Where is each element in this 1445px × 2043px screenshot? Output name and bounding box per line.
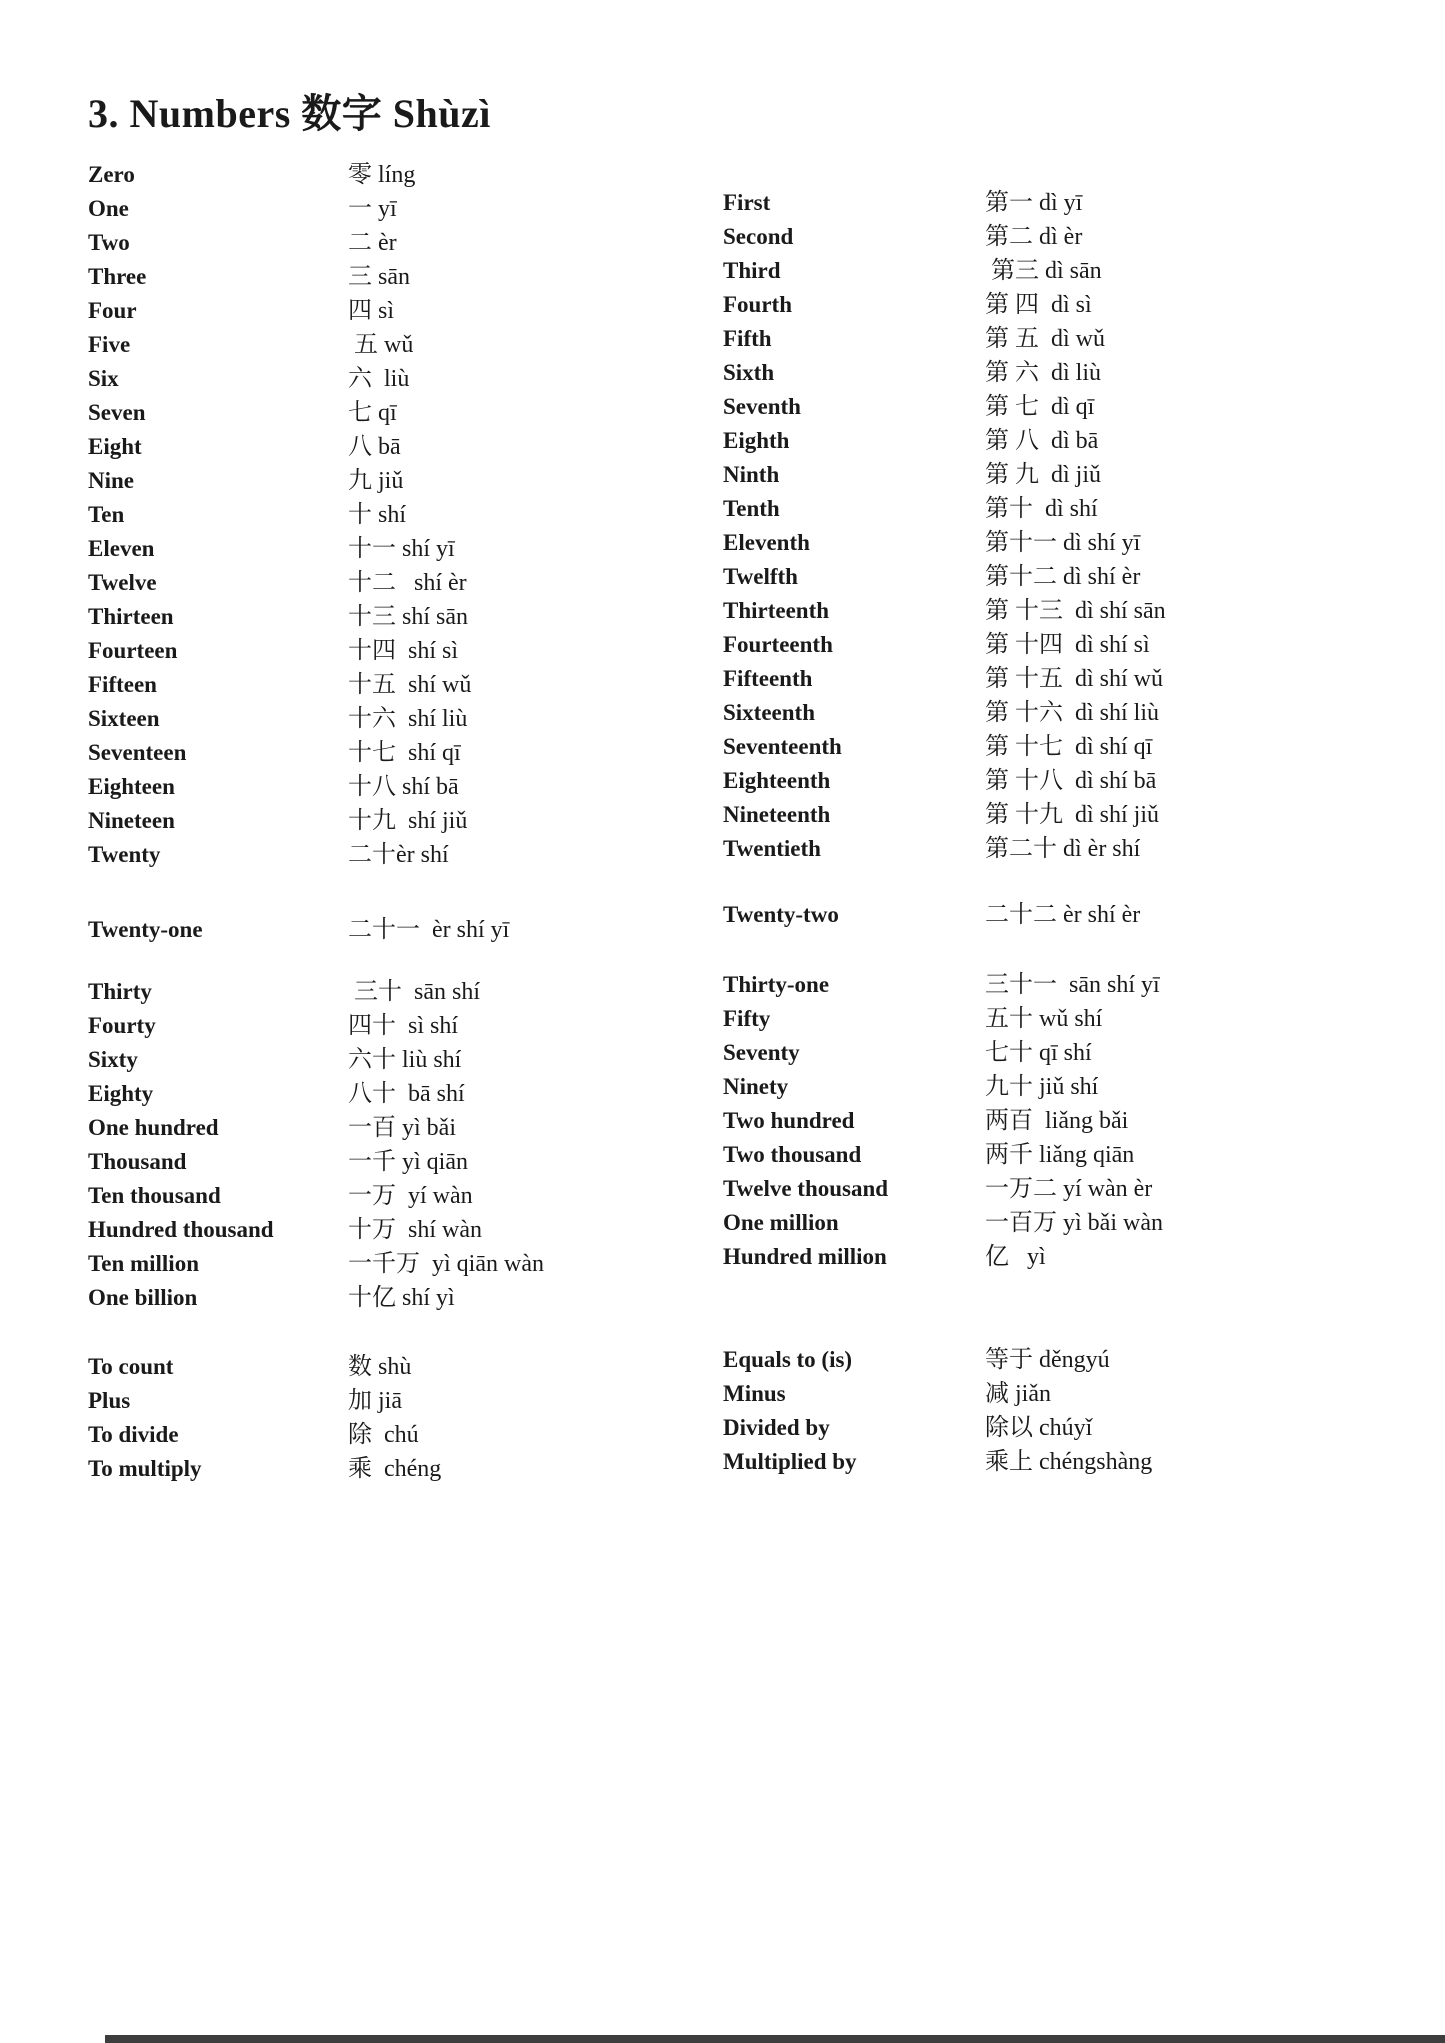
vocab-row (88, 1009, 544, 1043)
chinese-and-pinyin: 第 十四 dì shí sì (985, 632, 1150, 658)
vocab-row (723, 254, 1166, 288)
english-term: Eighth (723, 428, 790, 453)
vocab-row (88, 532, 544, 566)
english-term: One (88, 196, 129, 221)
english-term: Eighteenth (723, 768, 831, 793)
vocab-row (723, 1343, 1166, 1377)
chinese-and-pinyin: 第 四 dì sì (985, 292, 1092, 318)
page-title: 3. Numbers 数字 Shùzì (88, 91, 491, 136)
vocab-row (88, 1213, 544, 1247)
chinese-and-pinyin: 第十二 dì shí èr (985, 564, 1141, 590)
vocab-group-tens-and-large-numbers (88, 975, 544, 1315)
vocab-row (88, 1384, 544, 1418)
vocab-row (723, 662, 1166, 696)
vocab-row (88, 260, 544, 294)
vocab-row (88, 1418, 544, 1452)
english-term: Fifteenth (723, 666, 813, 691)
english-term: Divided by (723, 1415, 830, 1440)
english-term: Seventh (723, 394, 801, 419)
chinese-and-pinyin: 一 yī (348, 196, 397, 222)
english-term: Third (723, 258, 781, 283)
right-vocab-column (723, 186, 1166, 1479)
vocab-row (723, 526, 1166, 560)
english-term: Fifty (723, 1006, 771, 1031)
chinese-and-pinyin: 第 十六 dì shí liù (985, 700, 1160, 726)
english-term: Eleven (88, 536, 155, 561)
english-term: Twelve thousand (723, 1176, 889, 1201)
chinese-and-pinyin: 六 liù (348, 366, 410, 392)
english-term: Twenty (88, 842, 161, 867)
vocab-row (723, 390, 1166, 424)
vocab-row (88, 913, 544, 947)
english-term: Tenth (723, 496, 780, 521)
chinese-and-pinyin: 第 五 dì wǔ (985, 326, 1105, 352)
english-term: Twentieth (723, 836, 821, 861)
english-term: Equals to (is) (723, 1347, 853, 1372)
english-term: Ninety (723, 1074, 789, 1099)
english-term: Four (88, 298, 137, 323)
vocab-row (723, 1377, 1166, 1411)
vocab-row (88, 804, 544, 838)
chinese-and-pinyin: 五 wǔ (348, 332, 414, 358)
chinese-and-pinyin: 一百万 yì bǎi wàn (985, 1210, 1163, 1236)
chinese-and-pinyin: 加 jiā (348, 1388, 402, 1414)
vocab-group-cardinals-0-20 (88, 158, 544, 872)
vocab-row (88, 838, 544, 872)
english-term: Three (88, 264, 147, 289)
chinese-and-pinyin: 数 shù (348, 1354, 412, 1380)
vocab-row (88, 1350, 544, 1384)
chinese-and-pinyin: 两百 liǎng bǎi (985, 1108, 1129, 1134)
chinese-and-pinyin: 乘 chéng (348, 1456, 442, 1482)
vocab-row (88, 498, 544, 532)
vocab-row (723, 1206, 1166, 1240)
vocab-row (88, 396, 544, 430)
chinese-and-pinyin: 八 bā (348, 434, 401, 460)
vocab-row (723, 322, 1166, 356)
english-term: Thirty (88, 979, 152, 1004)
chinese-and-pinyin: 一万 yí wàn (348, 1183, 473, 1209)
chinese-and-pinyin: 第十 dì shí (985, 496, 1098, 522)
vocab-row (88, 158, 544, 192)
chinese-and-pinyin: 六十 liù shí (348, 1047, 462, 1073)
vocab-row (88, 1043, 544, 1077)
vocab-row (723, 288, 1166, 322)
vocab-row (88, 1111, 544, 1145)
chinese-and-pinyin: 两千 liǎng qiān (985, 1142, 1135, 1168)
chinese-and-pinyin: 乘上 chéngshàng (985, 1449, 1153, 1475)
english-term: First (723, 190, 771, 215)
chinese-and-pinyin: 五十 wǔ shí (985, 1006, 1103, 1032)
english-term: One million (723, 1210, 839, 1235)
english-term: Seven (88, 400, 146, 425)
chinese-and-pinyin: 第 九 dì jiǔ (985, 462, 1102, 488)
english-term: Nineteen (88, 808, 175, 833)
vocab-row (723, 968, 1166, 1002)
english-term: Multiplied by (723, 1449, 857, 1474)
english-term: Twelfth (723, 564, 798, 589)
english-term: To divide (88, 1422, 179, 1447)
vocab-row (723, 1070, 1166, 1104)
vocab-row (88, 634, 544, 668)
vocab-row (88, 1179, 544, 1213)
chinese-and-pinyin: 除以 chúyǐ (985, 1415, 1093, 1441)
english-term: Two hundred (723, 1108, 855, 1133)
english-term: Eighteen (88, 774, 175, 799)
english-term: Thirty-one (723, 972, 830, 997)
english-term: Eight (88, 434, 142, 459)
chinese-and-pinyin: 二十一 èr shí yī (348, 917, 510, 943)
english-term: Zero (88, 162, 135, 187)
vocab-row (723, 1411, 1166, 1445)
chinese-and-pinyin: 七 qī (348, 400, 397, 426)
chinese-and-pinyin: 第 七 dì qī (985, 394, 1095, 420)
english-term: To multiply (88, 1456, 202, 1481)
chinese-and-pinyin: 十三 shí sān (348, 604, 468, 630)
vocab-row (88, 1281, 544, 1315)
chinese-and-pinyin: 十七 shí qī (348, 740, 461, 766)
chinese-and-pinyin: 三 sān (348, 264, 410, 290)
english-term: Six (88, 366, 119, 391)
english-term: Twenty-two (723, 902, 839, 927)
english-term: Sixty (88, 1047, 138, 1072)
chinese-and-pinyin: 第一 dì yī (985, 190, 1083, 216)
vocab-row (88, 1247, 544, 1281)
chinese-and-pinyin: 第 十九 dì shí jiǔ (985, 802, 1160, 828)
vocab-row (723, 1002, 1166, 1036)
english-term: Hundred thousand (88, 1217, 274, 1242)
english-term: Thirteen (88, 604, 174, 629)
english-term: Sixteenth (723, 700, 815, 725)
chinese-and-pinyin: 第 十三 dì shí sān (985, 598, 1166, 624)
chinese-and-pinyin: 除 chú (348, 1422, 419, 1448)
vocab-group-tens-and-large-numbers (723, 968, 1166, 1274)
vocab-row (723, 1445, 1166, 1479)
chinese-and-pinyin: 八十 bā shí (348, 1081, 465, 1107)
english-term: Fifteen (88, 672, 157, 697)
english-term: Twenty-one (88, 917, 203, 942)
chinese-and-pinyin: 九 jiǔ (348, 468, 404, 494)
vocab-row (88, 975, 544, 1009)
chinese-and-pinyin: 二 èr (348, 230, 397, 256)
english-term: Ninth (723, 462, 780, 487)
chinese-and-pinyin: 第二 dì èr (985, 224, 1083, 250)
chinese-and-pinyin: 一千 yì qiān (348, 1149, 468, 1175)
english-term: Thirteenth (723, 598, 830, 623)
vocab-row (88, 668, 544, 702)
vocab-row (723, 220, 1166, 254)
english-term: Ten thousand (88, 1183, 221, 1208)
chinese-and-pinyin: 减 jiǎn (985, 1381, 1051, 1407)
english-term: Two thousand (723, 1142, 862, 1167)
english-term: Five (88, 332, 131, 357)
vocab-row (723, 764, 1166, 798)
vocab-row (88, 1452, 544, 1486)
vocab-group-operations (723, 1343, 1166, 1479)
vocab-row (723, 594, 1166, 628)
chinese-and-pinyin: 十 shí (348, 502, 407, 528)
english-term: Seventy (723, 1040, 800, 1065)
vocab-row (723, 730, 1166, 764)
vocab-row (723, 424, 1166, 458)
english-term: Ten (88, 502, 125, 527)
chinese-and-pinyin: 十五 shí wǔ (348, 672, 472, 698)
vocab-row (723, 798, 1166, 832)
chinese-and-pinyin: 等于 děngyú (985, 1347, 1110, 1373)
vocab-row (723, 560, 1166, 594)
chinese-and-pinyin: 二十èr shí (348, 842, 449, 868)
chinese-and-pinyin: 四 sì (348, 298, 395, 324)
english-term: Fifth (723, 326, 772, 351)
vocab-row (723, 356, 1166, 390)
english-term: Fourth (723, 292, 792, 317)
vocab-row (88, 328, 544, 362)
english-term: One billion (88, 1285, 198, 1310)
vocab-row (723, 1240, 1166, 1274)
chinese-and-pinyin: 十六 shí liù (348, 706, 468, 732)
english-term: Two (88, 230, 130, 255)
english-term: Minus (723, 1381, 786, 1406)
chinese-and-pinyin: 十四 shí sì (348, 638, 459, 664)
vocab-row (88, 600, 544, 634)
vocab-row (723, 1036, 1166, 1070)
chinese-and-pinyin: 四十 sì shí (348, 1013, 459, 1039)
vocab-group-ordinals-1-20 (723, 186, 1166, 866)
chinese-and-pinyin: 亿 yì (985, 1244, 1046, 1270)
vocab-row (723, 832, 1166, 866)
bottom-edge-bar (105, 2035, 1445, 2043)
chinese-and-pinyin: 七十 qī shí (985, 1040, 1092, 1066)
vocab-row (88, 430, 544, 464)
chinese-and-pinyin: 十八 shí bā (348, 774, 459, 800)
chinese-and-pinyin: 三十一 sān shí yī (985, 972, 1160, 998)
english-term: Sixth (723, 360, 775, 385)
english-term: Nine (88, 468, 134, 493)
chinese-and-pinyin: 三十 sān shí (348, 979, 480, 1005)
vocab-row (88, 464, 544, 498)
chinese-and-pinyin: 九十 jiǔ shí (985, 1074, 1099, 1100)
english-term: Second (723, 224, 794, 249)
chinese-and-pinyin: 十亿 shí yì (348, 1285, 455, 1311)
english-term: Twelve (88, 570, 157, 595)
vocab-row (723, 1172, 1166, 1206)
english-term: Thousand (88, 1149, 187, 1174)
english-term: Seventeenth (723, 734, 842, 759)
vocab-group-twenty-one (88, 913, 544, 947)
chinese-and-pinyin: 第 十八 dì shí bā (985, 768, 1157, 794)
chinese-and-pinyin: 二十二 èr shí èr (985, 902, 1141, 928)
chinese-and-pinyin: 十万 shí wàn (348, 1217, 482, 1243)
vocab-row (723, 696, 1166, 730)
vocab-row (88, 566, 544, 600)
vocab-group-operations (88, 1350, 544, 1486)
vocab-group-twenty-two (723, 898, 1166, 932)
chinese-and-pinyin: 第 十五 dì shí wǔ (985, 666, 1164, 692)
vocab-row (88, 362, 544, 396)
vocab-row (723, 898, 1166, 932)
english-term: One hundred (88, 1115, 219, 1140)
chinese-and-pinyin: 第 八 dì bā (985, 428, 1099, 454)
english-term: Sixteen (88, 706, 160, 731)
vocab-row (723, 1138, 1166, 1172)
vocab-row (88, 1077, 544, 1111)
chinese-and-pinyin: 十二 shí èr (348, 570, 467, 596)
vocab-row (88, 192, 544, 226)
left-vocab-column (88, 158, 544, 1486)
chinese-and-pinyin: 第 十七 dì shí qī (985, 734, 1153, 760)
vocab-row (88, 702, 544, 736)
vocab-row (723, 492, 1166, 526)
english-term: To count (88, 1354, 174, 1379)
english-term: Fourty (88, 1013, 156, 1038)
chinese-and-pinyin: 零 líng (348, 162, 416, 188)
english-term: Plus (88, 1388, 131, 1413)
vocab-row (88, 226, 544, 260)
chinese-and-pinyin: 十一 shí yī (348, 536, 455, 562)
english-term: Nineteenth (723, 802, 831, 827)
english-term: Eleventh (723, 530, 810, 555)
vocab-row (88, 294, 544, 328)
chinese-and-pinyin: 一千万 yì qiān wàn (348, 1251, 544, 1277)
chinese-and-pinyin: 第十一 dì shí yī (985, 530, 1141, 556)
english-term: Hundred million (723, 1244, 887, 1269)
vocab-row (88, 770, 544, 804)
vocab-row (723, 628, 1166, 662)
chinese-and-pinyin: 一百 yì bǎi (348, 1115, 456, 1141)
english-term: Seventeen (88, 740, 187, 765)
chinese-and-pinyin: 第三 dì sān (985, 258, 1102, 284)
vocab-row (723, 1104, 1166, 1138)
english-term: Fourteenth (723, 632, 833, 657)
vocab-row (88, 736, 544, 770)
english-term: Eighty (88, 1081, 154, 1106)
chinese-and-pinyin: 十九 shí jiǔ (348, 808, 468, 834)
english-term: Fourteen (88, 638, 178, 663)
vocab-row (723, 458, 1166, 492)
vocab-row (88, 1145, 544, 1179)
vocab-row (723, 186, 1166, 220)
english-term: Ten million (88, 1251, 199, 1276)
chinese-and-pinyin: 第二十 dì èr shí (985, 836, 1141, 862)
chinese-and-pinyin: 第 六 dì liù (985, 360, 1102, 386)
chinese-and-pinyin: 一万二 yí wàn èr (985, 1176, 1153, 1202)
